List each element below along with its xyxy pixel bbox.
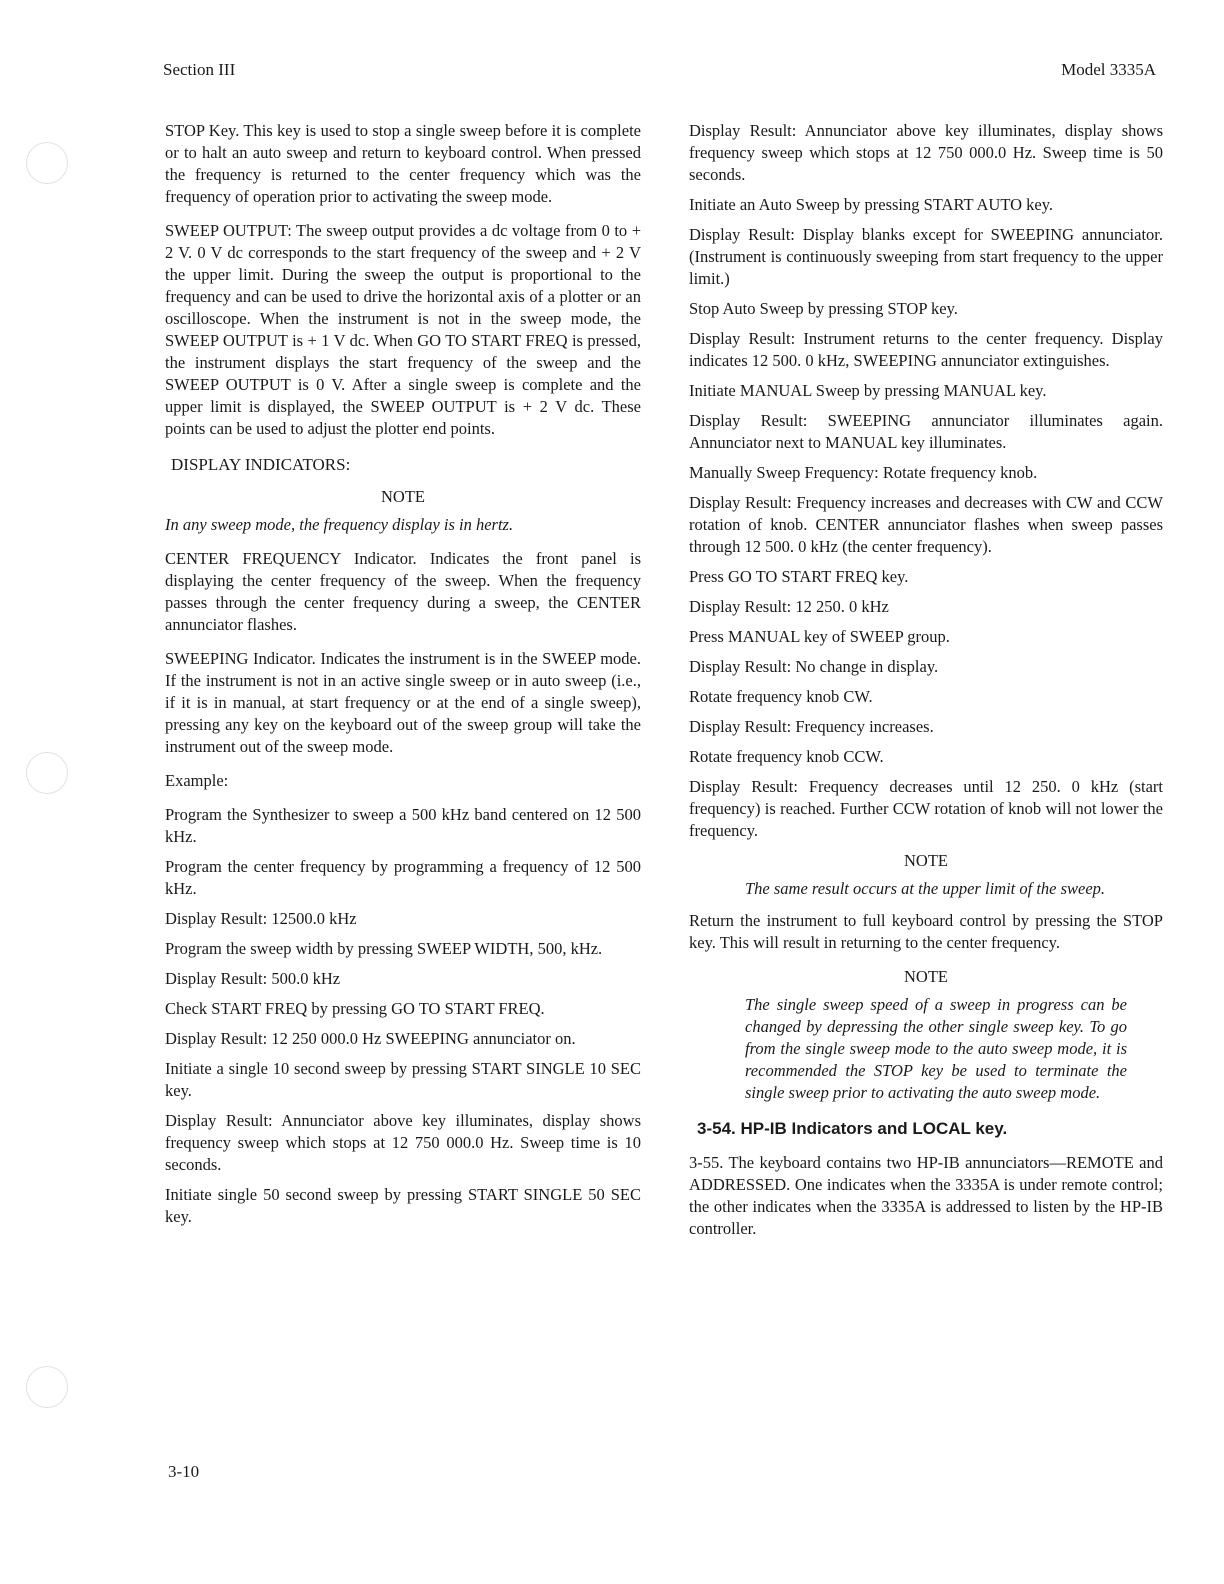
step-paragraph: Display Result: No change in display.	[689, 657, 939, 676]
step-paragraph: Rotate frequency knob CCW.	[689, 747, 884, 766]
left-column	[165, 120, 641, 1236]
step-paragraph: Manually Sweep Frequency: Rotate frequency knob.	[689, 463, 1038, 482]
punch-hole-top	[26, 142, 68, 184]
step-paragraph: Program the Synthesizer to sweep a 500 kHz band centered on 12 500 kHz.	[165, 805, 641, 846]
step-paragraph: Initiate an Auto Sweep by pressing START AUTO key.	[689, 195, 1054, 214]
sweep-output-paragraph: SWEEP OUTPUT: The sweep output provides a dc voltage from 0 to + 2 V. 0 V dc corresponds to the start frequency of the sweep and + 2 V the upper limit. During the sweep the output is proportional to the frequency and can be used to drive the horizontal axis of a plotter or an oscilloscope. When the instrument is not in the sweep mode, the SWEEP OUTPUT is + 1 V dc. When GO TO START FREQ is pressed, the instrument displays the start frequency of the sweep and the SWEEP OUTPUT is 0 V. After a single sweep is complete and the upper limit is displayed, the SWEEP OUTPUT is + 2 V dc. These points can be used to adjust the plotter end points.	[165, 221, 641, 438]
step-paragraph: Display Result: 500.0 kHz	[165, 969, 341, 988]
step-paragraph: Display Result: 12500.0 kHz	[165, 909, 357, 928]
center-frequency-paragraph: CENTER FREQUENCY Indicator. Indicates the front panel is displaying the center frequency of the sweep. When the frequency passes through the center frequency during a sweep, the CENTER annunciator flashes.	[165, 549, 641, 634]
note-label: NOTE	[381, 487, 425, 506]
step-paragraph: Display Result: 12 250. 0 kHz	[689, 597, 889, 616]
section-label: Section III	[163, 60, 236, 79]
note-text: The single sweep speed of a sweep in progress can be changed by depressing the other single sweep key. To go from the single sweep mode to the auto sweep mode, it is recommended the STOP key be used to terminate the single sweep prior to activating the auto sweep mode.	[745, 995, 1127, 1102]
page-number: 3-10	[168, 1462, 200, 1481]
stop-key-paragraph: STOP Key. This key is used to stop a single sweep before it is complete or to halt an auto sweep and return to keyboard control. When pressed the frequency is returned to the center frequency which was the frequency of operation prior to activating the sweep mode.	[165, 121, 641, 206]
punch-hole-middle	[26, 752, 68, 794]
note-text: In any sweep mode, the frequency display is in hertz.	[165, 515, 514, 534]
step-paragraph: Display Result: Annunciator above key illuminates, display shows frequency sweep which stops at 12 750 000.0 Hz. Sweep time is 10 seconds.	[165, 1111, 641, 1174]
section-heading: 3-54. HP-IB Indicators and LOCAL key.	[697, 1119, 1008, 1138]
display-indicators-heading: DISPLAY INDICATORS:	[171, 455, 351, 474]
right-column	[689, 120, 1163, 1252]
note-text: The same result occurs at the upper limit of the sweep.	[745, 879, 1106, 898]
step-paragraph: Display Result: SWEEPING annunciator illuminates again. Annunciator next to MANUAL key illuminates.	[689, 411, 1163, 452]
step-paragraph: Press GO TO START FREQ key.	[689, 567, 909, 586]
step-paragraph: Initiate single 50 second sweep by pressing START SINGLE 50 SEC key.	[165, 1185, 641, 1226]
step-paragraph: Display Result: Display blanks except for SWEEPING annunciator. (Instrument is continuously sweeping from start frequency to the upper limit.)	[689, 225, 1163, 288]
step-paragraph: Program the sweep width by pressing SWEEP WIDTH, 500, kHz.	[165, 939, 603, 958]
step-paragraph: Check START FREQ by pressing GO TO START FREQ.	[165, 999, 545, 1018]
step-paragraph: Display Result: Annunciator above key illuminates, display shows frequency sweep which stops at 12 750 000.0 Hz. Sweep time is 50 seconds.	[689, 121, 1163, 184]
step-paragraph: Initiate a single 10 second sweep by pressing START SINGLE 10 SEC key.	[165, 1059, 641, 1100]
step-paragraph: Display Result: Frequency increases and decreases with CW and CCW rotation of knob. CENTER annunciator flashes when sweep passes through 12 500. 0 kHz (the center frequency).	[689, 493, 1163, 556]
note-label: NOTE	[904, 851, 948, 870]
note-label: NOTE	[904, 967, 948, 986]
step-paragraph: Display Result: Frequency decreases until 12 250. 0 kHz (start frequency) is reached. Further CCW rotation of knob will not lower the frequency.	[689, 777, 1163, 840]
step-paragraph: Press MANUAL key of SWEEP group.	[689, 627, 950, 646]
sweeping-indicator-paragraph: SWEEPING Indicator. Indicates the instrument is in the SWEEP mode. If the instrument is not in an active single sweep or in auto sweep (i.e., if it is in manual, at start frequency or at the end of a single sweep), pressing any key on the keyboard out of the sweep group will take the instrument out of the sweep mode.	[165, 649, 641, 756]
model-label: Model 3335A	[1061, 60, 1156, 79]
step-paragraph: Rotate frequency knob CW.	[689, 687, 873, 706]
return-paragraph: Return the instrument to full keyboard control by pressing the STOP key. This will result in returning to the center frequency.	[689, 911, 1163, 952]
step-paragraph: Initiate MANUAL Sweep by pressing MANUAL key.	[689, 381, 1047, 400]
example-label: Example:	[165, 771, 229, 790]
punch-hole-bottom	[26, 1366, 68, 1408]
step-paragraph: Display Result: 12 250 000.0 Hz SWEEPING annunciator on.	[165, 1029, 576, 1048]
step-paragraph: Program the center frequency by programming a frequency of 12 500 kHz.	[165, 857, 641, 898]
paragraph-3-55: 3-55. The keyboard contains two HP-IB annunciators—REMOTE and ADDRESSED. One indicates when the 3335A is under remote control; the other indicates when the 3335A is addressed to listen by the HP-IB controller.	[689, 1153, 1163, 1238]
step-paragraph: Stop Auto Sweep by pressing STOP key.	[689, 299, 958, 318]
step-paragraph: Display Result: Instrument returns to the center frequency. Display indicates 12 500. 0 kHz, SWEEPING annunciator extinguishes.	[689, 329, 1163, 370]
step-paragraph: Display Result: Frequency increases.	[689, 717, 934, 736]
